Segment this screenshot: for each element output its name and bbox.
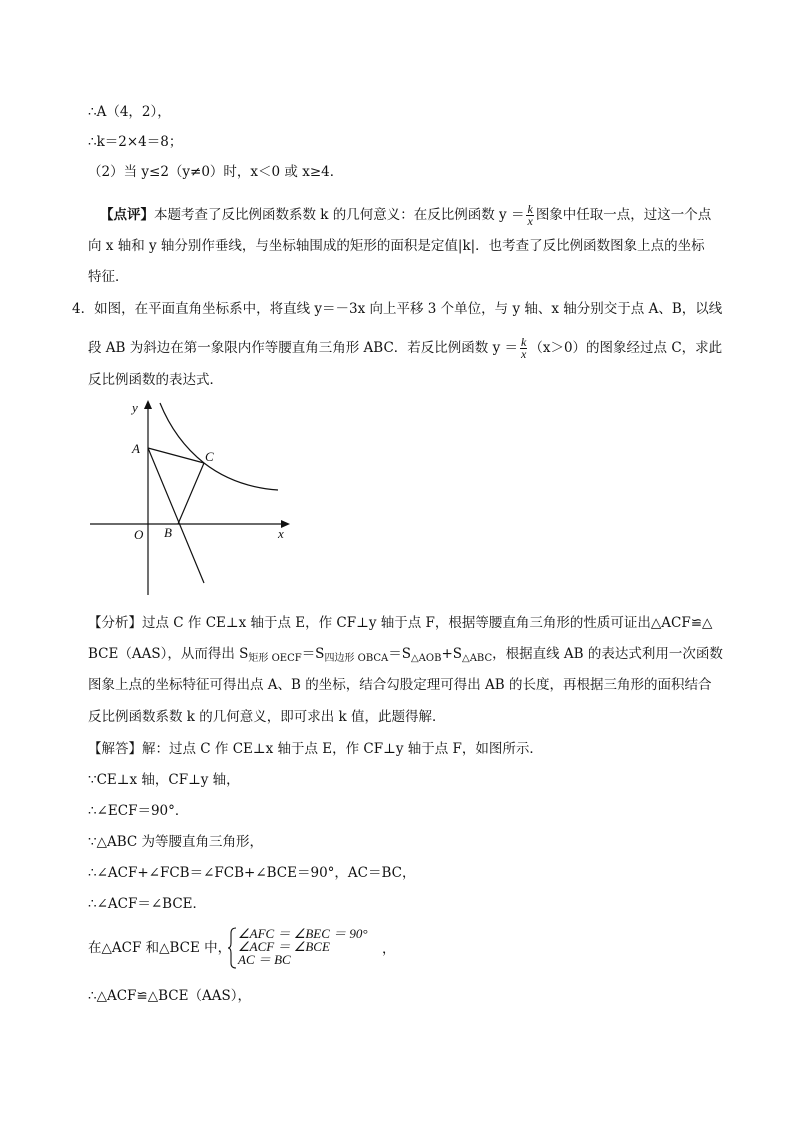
solution-line-2: ∴k＝2×4＝8； xyxy=(88,134,183,150)
line-ab xyxy=(148,448,204,583)
label-c: C xyxy=(205,449,214,464)
y-axis-arrow xyxy=(144,400,152,409)
solution-line-3: （2）当 y≤2（y≠0）时，x＜0 或 x≥4． xyxy=(88,164,344,180)
comment-fraction: $\frac{k}{x}$ xyxy=(527,202,533,228)
answer-line-6: ∴∠ACF＝∠BCE． xyxy=(88,896,207,912)
problem-fraction: $\frac{k}{x}$ xyxy=(521,335,527,361)
label-y: y xyxy=(132,400,138,415)
system-row-3: AC ＝ BC xyxy=(238,952,291,967)
problem-number: 4． xyxy=(72,301,95,317)
answer-line-5: ∴∠ACF+∠FCB＝∠FCB+∠BCE＝90°，AC＝BC， xyxy=(88,865,416,881)
answer-line-8: ∴△ACF≌△BCE（AAS）， xyxy=(88,988,251,1004)
answer-line-3: ∴∠ECF＝90°． xyxy=(88,803,189,819)
segment-bc xyxy=(178,463,204,524)
comment-line-2: 向 x 轴和 y 轴分别作垂线，与坐标轴围成的矩形的面积是定值|k|．也考查了反比例函数图象上点的坐标 xyxy=(88,238,705,254)
answer-line-2: ∵CE⊥x 轴，CF⊥y 轴， xyxy=(88,772,240,788)
problem-4-line-2: 段 AB 为斜边在第一象限内作等腰直角三角形 ABC．若反比例函数 y ＝ $\frac{k}{x}$ （x＞0）的图象经过点 C，求此 xyxy=(88,335,723,361)
answer-line-7: 在△ACF 和△BCE 中， xyxy=(88,940,232,956)
comment-label: 【点评】 xyxy=(100,207,154,223)
hyperbola-curve xyxy=(160,403,278,490)
solution-line-1: ∴A（4，2）， xyxy=(88,104,171,120)
label-b: B xyxy=(164,525,172,540)
answer-line-1: 【解答】解：过点 C 作 CE⊥x 轴于点 E，作 CF⊥y 轴于点 F，如图所示． xyxy=(88,741,543,757)
comment-text-b: 图象中任取一点，过这一个点 xyxy=(535,207,712,223)
system-row-2: ∠ACF ＝ ∠BCE xyxy=(238,939,330,954)
analysis-line-3: 图象上点的坐标特征可得出点 A、B 的坐标，结合勾股定理可得出 AB 的长度，再根据三角形的面积结合 xyxy=(88,677,712,693)
analysis-line-1: 【分析】过点 C 作 CE⊥x 轴于点 E，作 CF⊥y 轴于点 F，根据等腰直角三角形的性质可证出△ACF≌△ xyxy=(88,615,713,631)
system-comma: ， xyxy=(382,941,396,957)
label-x: x xyxy=(278,526,284,541)
problem-4-line-3: 反比例函数的表达式． xyxy=(88,372,223,388)
coordinate-figure xyxy=(80,395,300,605)
comment-line-1 xyxy=(100,204,711,227)
comment-line-3: 特征． xyxy=(88,269,129,285)
problem-4-line-1: 4．如图，在平面直角坐标系中，将直线 y＝－3x 向上平移 3 个单位，与 y 轴、x 轴分别交于点 A、B，以线 xyxy=(72,301,723,317)
label-a: A xyxy=(132,441,140,456)
analysis-line-4: 反比例函数系数 k 的几何意义，即可求出 k 值，此题得解． xyxy=(88,709,446,725)
system-brace xyxy=(228,927,238,969)
comment-text-a: 本题考查了反比例函数系数 k 的几何意义：在反比例函数 y ＝ xyxy=(154,207,525,223)
answer-line-4: ∵△ABC 为等腰直角三角形， xyxy=(88,834,264,850)
label-o: O xyxy=(134,527,144,542)
system-row-1: ∠AFC ＝ ∠BEC ＝ 90° xyxy=(238,926,368,941)
analysis-line-2: BCE（AAS），从而得出 $S_{矩形 OECF}=S_{四边形 OBCA}=S_{\triangle AOB}+S_{\triangle ABC}$，根据直线 AB 的表达式利用一次函数 xyxy=(88,646,723,664)
